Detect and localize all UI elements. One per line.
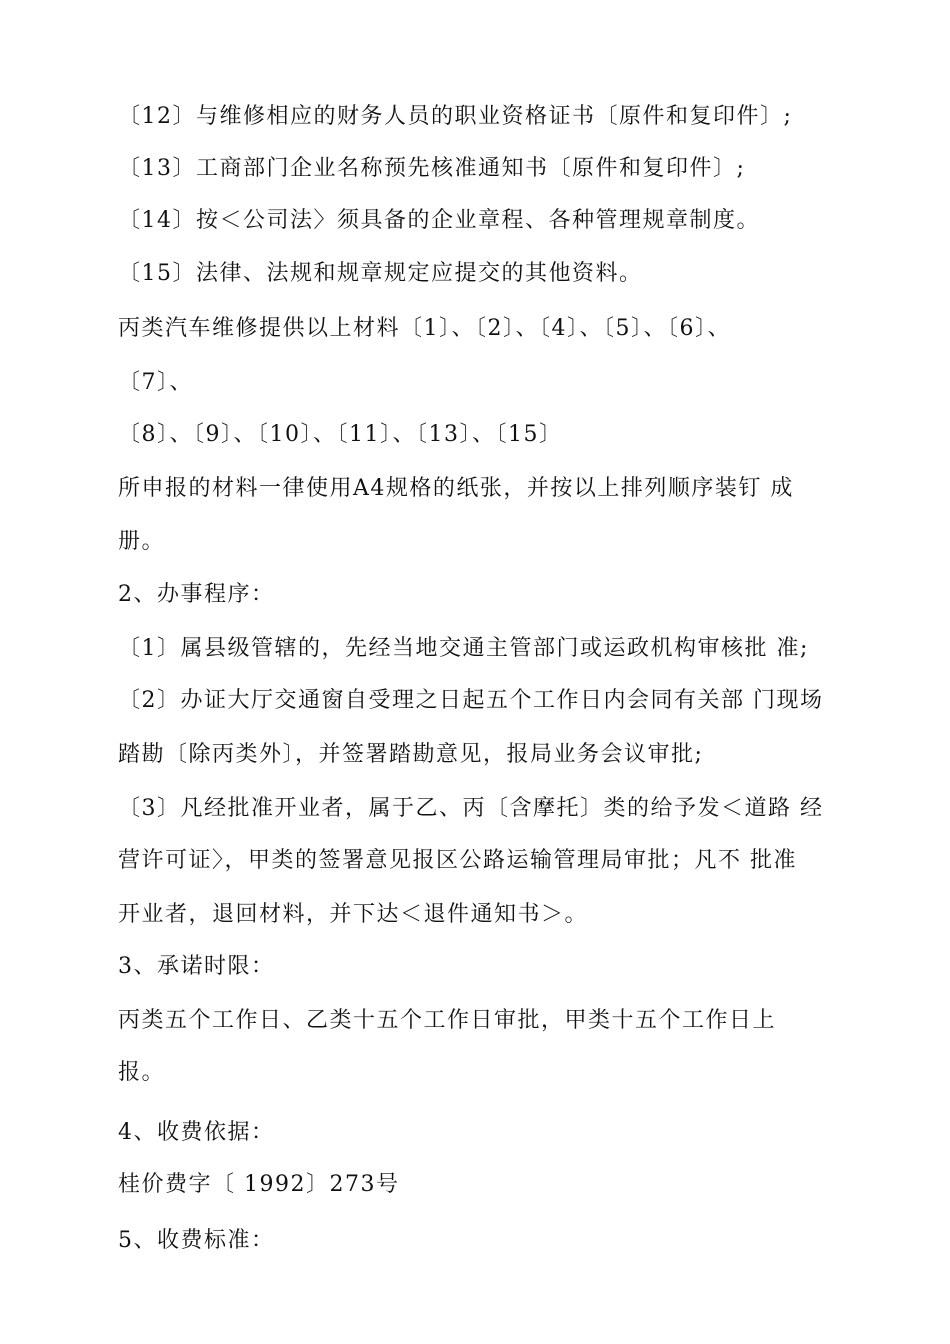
section-heading: 5、收费标准： (118, 1228, 275, 1253)
text-line: 〔15〕法律、法规和规章规定应提交的其他资料。 (118, 261, 643, 286)
text-line: 〔3〕凡经批准开业者，属于乙、丙〔含摩托〕类的给予发＜道路 经 (118, 796, 824, 821)
text-line: 桂价费字〔 1992〕273号 (118, 1172, 400, 1197)
text-line: 报。 (118, 1060, 166, 1085)
text-line: 营许可证〉，甲类的签署意见报区公路运输管理局审批；凡不 批准 (118, 848, 797, 873)
text-line: 开业者，退回材料，并下达＜退件通知书＞。 (118, 902, 589, 927)
text-line: 〔2〕办证大厅交通窗自受理之日起五个工作日内会同有关部 门现场 (118, 688, 824, 713)
section-heading: 3、承诺时限： (118, 954, 275, 979)
text-line: 〔14〕按＜公司法〉须具备的企业章程、各种管理规章制度。 (118, 208, 760, 233)
text-line: 〔13〕工商部门企业名称预先核准通知书〔原件和复印件〕; (118, 156, 746, 181)
section-heading: 4、收费依据： (118, 1120, 275, 1145)
text-line: 丙类五个工作日、乙类十五个工作日审批，甲类十五个工作日上 (118, 1008, 777, 1033)
text-line: 〔7〕、 (118, 370, 193, 395)
text-line: 所申报的材料一律使用A4规格的纸张，并按以上排列顺序装钉 成 (118, 476, 794, 501)
text-line: 册。 (118, 529, 166, 554)
text-line: 〔12〕与维修相应的财务人员的职业资格证书〔原件和复印件〕; (118, 104, 793, 129)
text-line: 踏勘〔除丙类外〕，并签署踏勘意见，报局业务会议审批; (118, 742, 704, 767)
section-heading: 2、办事程序： (118, 582, 275, 607)
text-line: 〔8〕、〔9〕、〔10〕、〔11〕、〔13〕、〔15〕 (118, 422, 563, 447)
text-line: 〔1〕属县级管辖的，先经当地交通主管部门或运政机构审核批 准; (118, 636, 809, 661)
text-line: 丙类汽车维修提供以上材料〔1〕、〔2〕、〔4〕、〔5〕、〔6〕、 (118, 316, 731, 341)
